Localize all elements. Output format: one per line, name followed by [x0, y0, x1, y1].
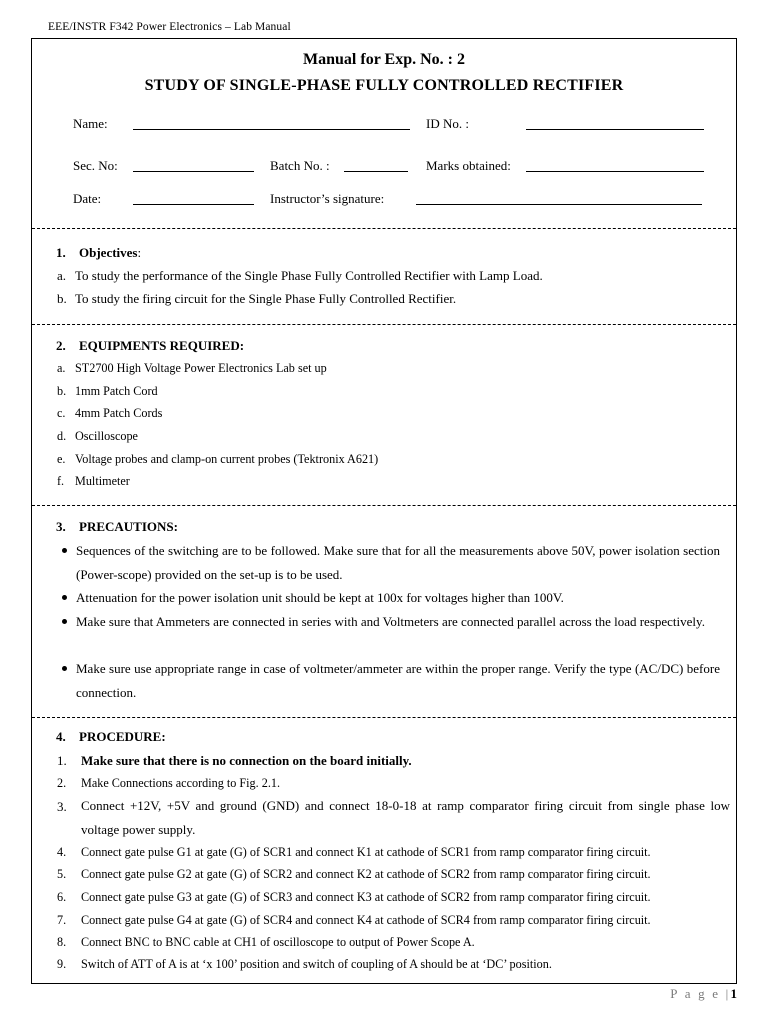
- objectives-colon: :: [137, 245, 142, 260]
- procedure-step-text: Connect +12V, +5V and ground (GND) and connect 18-0-18 at ramp comparator firing circuit from single phase low voltage power supply.: [81, 798, 730, 837]
- marks-label: Marks obtained:: [426, 158, 511, 173]
- page-number: 1: [730, 986, 737, 1001]
- equipment-number: 2.: [56, 338, 66, 353]
- precaution-item: Make sure use appropriate range in case of voltmeter/ammeter are within the proper range. Verify the type (AC/DC) before connection.: [76, 661, 720, 700]
- section-divider: [32, 717, 736, 718]
- objectives-number: 1.: [56, 245, 66, 260]
- experiment-title: STUDY OF SINGLE-PHASE FULLY CONTROLLED RECTIFIER: [144, 77, 624, 94]
- marks-blank: [526, 171, 704, 172]
- page-label: P a g e |: [670, 986, 731, 1001]
- section-divider: [32, 324, 736, 325]
- signature-label: Instructor’s signature:: [270, 191, 385, 206]
- date-label: Date:: [73, 191, 102, 206]
- precautions-title: PRECAUTIONS:: [79, 519, 178, 534]
- sec-no-label: Sec. No:: [73, 158, 118, 173]
- precaution-item: Make sure that Ammeters are connected in series with and Voltmeters are connected parallel across the load respectively.: [76, 614, 705, 629]
- sec-no-blank: [133, 171, 254, 172]
- section-divider: [32, 228, 736, 229]
- bullet-icon: [62, 548, 67, 553]
- objectives-title: Objectives: [79, 245, 138, 260]
- procedure-number: 4.: [56, 729, 66, 744]
- precaution-item: Attenuation for the power isolation unit should be kept at 100x for voltages higher than 100V.: [76, 590, 564, 605]
- id-no-label: ID No. :: [426, 116, 469, 131]
- running-header: EEE/INSTR F342 Power Electronics – Lab Manual: [48, 21, 291, 33]
- batch-no-label: Batch No. :: [270, 158, 330, 173]
- procedure-heading: [56, 729, 166, 745]
- experiment-number-title: Manual for Exp. No. : 2: [303, 51, 465, 68]
- section-divider: [32, 505, 736, 506]
- bullet-icon: [62, 619, 67, 624]
- name-label: Name:: [73, 116, 108, 131]
- precautions-number: 3.: [56, 519, 66, 534]
- precautions-heading: [56, 519, 178, 535]
- equipment-title: EQUIPMENTS REQUIRED:: [79, 338, 245, 353]
- page-footer: [670, 986, 737, 1002]
- objectives-heading: [56, 245, 141, 261]
- manual-frame: Manual for Exp. No. : 2 STUDY OF SINGLE-PHASE FULLY CONTROLLED RECTIFIER Name: ID No. : Sec. No: Batch No. : Marks obtained: Date: Instructor’s signature: 1. Objectives: a. To study the performance of the Single Phase Fully Controlled Rectifier with Lamp Load. b. To study the firing circuit for the Single Phase Fully Controlled Rectifier. 2. EQUIPMENTS REQUIRED: a. ST2700 High Voltage Power Electronics Lab set up b. 1mm Patch Cord c. 4mm Patch Cords d. Oscilloscope e. Voltage probes and clamp-on current probes (Tektronix A621) f. Multimeter 3. PRECAUTIONS: Sequences of the switching are to be followed. Make sure that for all the measurements above 50V, power isolation section (Power-scope) provided on the set-up is to be used. Attenuation for the power isolation unit should be kept at 100x for voltages higher than 100V. Make sure that Ammeters are connected in series with and Voltmeters are connected parallel across the load respectively. Make sure use appropriate range in case of voltmeter/ammeter are within the proper range. Verify the type (AC/DC) before connection. 4. PROCEDURE: 1. Make sure that there is no connection on the board initially. 2. Make Connections according to Fig. 2.1. 3. Connect +12V, +5V and ground (GND) and connect 18-0-18 at ramp comparator firing circuit from single phase low voltage power supply. 4. Connect gate pulse G1 at gate (G) of SCR1 and connect K1 at cathode of SCR1 from ramp comparator firing circuit. 5. Connect gate pulse G2 at gate (G) of SCR2 and connect K2 at cathode of SCR2 from ramp comparator firing circuit. 6. Connect gate pulse G3 at gate (G) of SCR3 and connect K3 at cathode of SCR2 from ramp comparator firing circuit. 7. Connect gate pulse G4 at gate (G) of SCR4 and connect K4 at cathode of SCR4 from ramp comparator firing circuit. 8. Connect BNC to BNC cable at CH1 of oscilloscope to output of Power Scope A. 9. Switch of ATT of A is at ‘x 100’ position and switch of coupling of A should be at ‘DC’ position.: [31, 38, 737, 984]
- name-blank: [133, 129, 410, 130]
- id-no-blank: [526, 129, 704, 130]
- bullet-icon: [62, 666, 67, 671]
- precaution-item: Sequences of the switching are to be followed. Make sure that for all the measurements above 50V, power isolation section (Power-scope) provided on the set-up is to be used.: [76, 543, 720, 582]
- date-blank: [133, 204, 254, 205]
- signature-blank: [416, 204, 702, 205]
- equipment-heading: [56, 338, 244, 354]
- bullet-icon: [62, 595, 67, 600]
- batch-no-blank: [344, 171, 408, 172]
- procedure-title: PROCEDURE:: [79, 729, 166, 744]
